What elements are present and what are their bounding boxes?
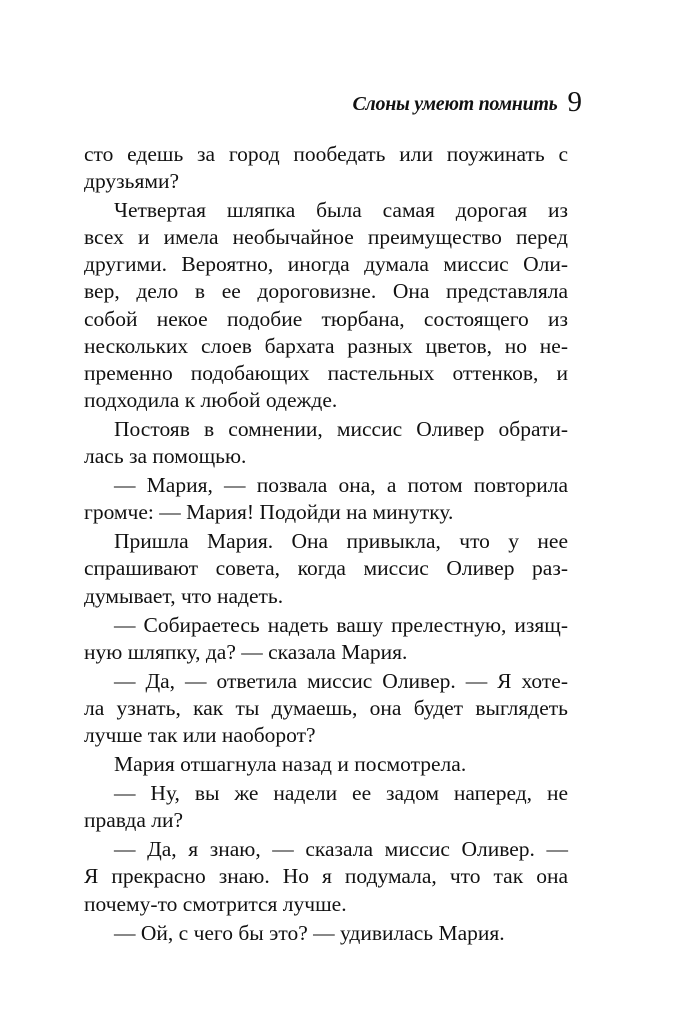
text-line: Пришла Мария. Она привыкла, что у нее	[114, 529, 568, 554]
text-line: Я прекрасно знаю. Но я подумала, что так она	[84, 864, 568, 889]
text-line: всех и имела необычайное преимущество перед	[84, 225, 568, 250]
text-line: — Да, — ответила миссис Оливер. — Я хоте-	[114, 668, 568, 693]
text-line: — Ну, вы же надели ее задом наперед, не	[114, 781, 568, 806]
text-line: — Мария, — позвала она, а потом повторила	[114, 473, 568, 498]
text-line: почему-то смотрится лучше.	[84, 891, 347, 916]
text-line: — Собираетесь надеть вашу прелестную, изящ-	[114, 612, 568, 637]
text-line: Постояв в сомнении, миссис Оливер обрати-	[114, 416, 568, 441]
text-line: ную шляпку, да? — сказала Мария.	[84, 639, 408, 664]
text-line: громче: — Мария! Подойди на минутку.	[84, 500, 454, 525]
text-line: вер, дело в ее дороговизне. Она представляла	[84, 279, 568, 304]
text-line: спрашивают совета, когда миссис Оливер раз-	[84, 556, 568, 581]
text-line: подходила к любой одежде.	[84, 387, 338, 412]
body-text	[84, 141, 568, 947]
text-line: Четвертая шляпка была самая дорогая из	[114, 198, 568, 223]
text-line: ла узнать, как ты думаешь, она будет выглядеть	[84, 695, 568, 720]
text-line: правда ли?	[84, 808, 184, 833]
text-line: сто едешь за город пообедать или поужинать с	[84, 142, 568, 166]
text-line: пременно подобающих пастельных оттенков, и	[84, 360, 568, 385]
text-line: лась за помощью.	[84, 444, 247, 469]
text-line: думывает, что надеть.	[84, 583, 284, 608]
text-line: лучше так или наоборот?	[84, 722, 316, 747]
text-line: — Ой, с чего бы это? — удивилась Мария.	[114, 920, 505, 945]
running-head-title: Слоны умеют помнить	[352, 93, 558, 115]
text-line: нескольких слоев бархата разных цветов, но не-	[84, 333, 568, 358]
text-line: другими. Вероятно, иногда думала миссис Оли-	[84, 252, 568, 277]
page-number: 9	[567, 86, 582, 118]
text-line: собой некое подобие тюрбана, состоящего из	[84, 306, 568, 331]
running-head	[0, 86, 582, 119]
text-line: друзьями?	[84, 169, 179, 194]
text-line: Мария отшагнула назад и посмотрела.	[114, 752, 467, 777]
text-line: — Да, я знаю, — сказала миссис Оливер. —	[114, 837, 568, 862]
